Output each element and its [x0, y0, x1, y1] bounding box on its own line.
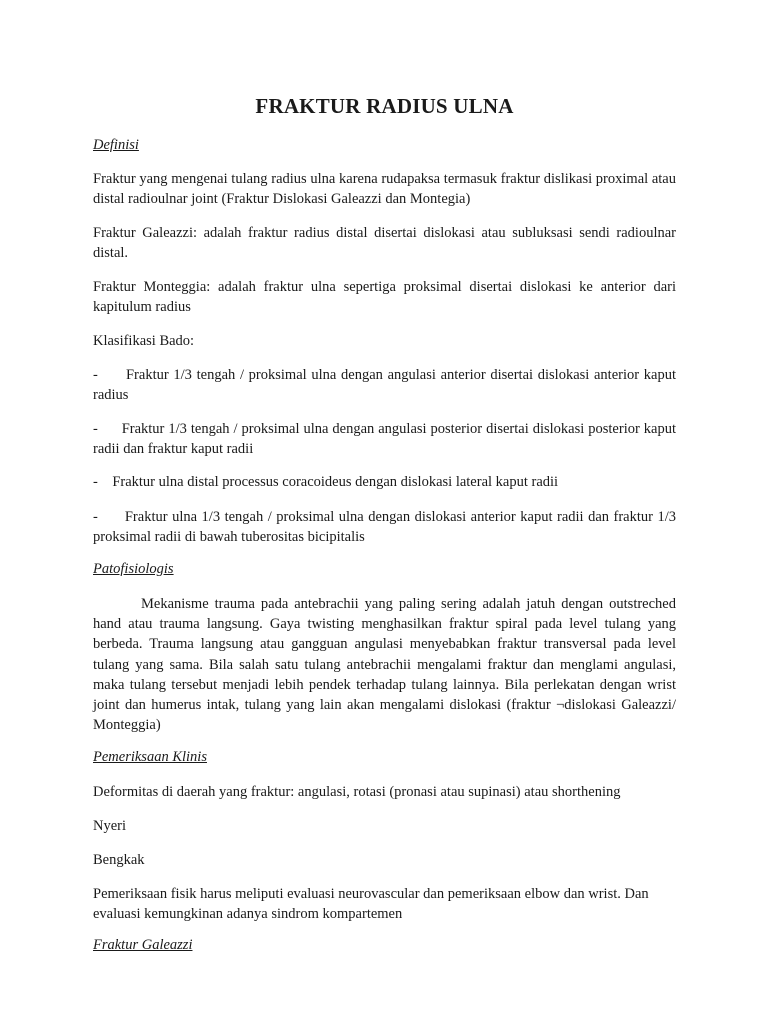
list-item-bado-3: - Fraktur ulna distal processus coracoideus dengan dislokasi lateral kaput radii	[93, 474, 559, 490]
paragraph-monteggia-definition: Fraktur Monteggia: adalah fraktur ulna sepertiga proksimal disertai dislokasi ke anterior dari kapitulum radius	[93, 279, 676, 315]
paragraph-definisi: Fraktur yang mengenai tulang radius ulna karena rudapaksa termasuk fraktur dislikasi proximal atau distal radioulnar joint (Fraktur Dislokasi Galeazzi dan Montegia)	[93, 171, 676, 207]
paragraph-galeazzi-definition: Fraktur Galeazzi: adalah fraktur radius distal disertai dislokasi atau subluksasi sendi radioulnar distal.	[93, 225, 676, 261]
paragraph-klasifikasi-bado: Klasifikasi Bado:	[93, 333, 195, 349]
list-item-bado-1: - Fraktur 1/3 tengah / proksimal ulna dengan angulasi anterior disertai dislokasi anterior kaput radius	[93, 367, 680, 403]
heading-fraktur-galeazzi: Fraktur Galeazzi	[93, 937, 193, 953]
paragraph-patofisiologis: Mekanisme trauma pada antebrachii yang paling sering adalah jatuh dengan outstreched hand atau trauma langsung. Gaya twisting menghasilkan fraktur spiral pada level tulang yang berbeda. Trauma langsung atau gangguan angulasi menyebabkan fraktur transversal pada level tulang yang sama. Bila salah satu tulang antebrachii mengalami fraktur dan menglami angulasi, maka tulang tersebut menjadi lebih pendek terhadap tulang lainnya. Bila perlekatan dengan wrist joint dan humerus intak, tulang yang lain akan mengalami dislokasi (fraktur ¬dislokasi Galeazzi/ Monteggia)	[93, 596, 676, 734]
list-item-bado-4: - Fraktur ulna 1/3 tengah / proksimal ulna dengan dislokasi anterior kaput radii dan fraktur 1/3 proksimal radii di bawah tuberositas bicipitalis	[93, 509, 680, 545]
paragraph-deformitas: Deformitas di daerah yang fraktur: angulasi, rotasi (pronasi atau supinasi) atau shorthening	[93, 784, 621, 800]
paragraph-bengkak: Bengkak	[93, 852, 145, 868]
heading-patofisiologis: Patofisiologis	[93, 561, 174, 577]
heading-pemeriksaan-klinis: Pemeriksaan Klinis	[93, 749, 207, 765]
paragraph-nyeri: Nyeri	[93, 818, 127, 834]
heading-definisi: Definisi	[93, 137, 139, 153]
list-item-bado-2: - Fraktur 1/3 tengah / proksimal ulna dengan angulasi posterior disertai dislokasi posterior kaput radii dan fraktur kaput radii	[93, 421, 680, 457]
paragraph-pemeriksaan-fisik: Pemeriksaan fisik harus meliputi evaluasi neurovascular dan pemeriksaan elbow dan wrist. Dan evaluasi kemungkinan adanya sindrom kompartemen	[93, 886, 649, 922]
document-title: FRAKTUR RADIUS ULNA	[255, 94, 514, 118]
